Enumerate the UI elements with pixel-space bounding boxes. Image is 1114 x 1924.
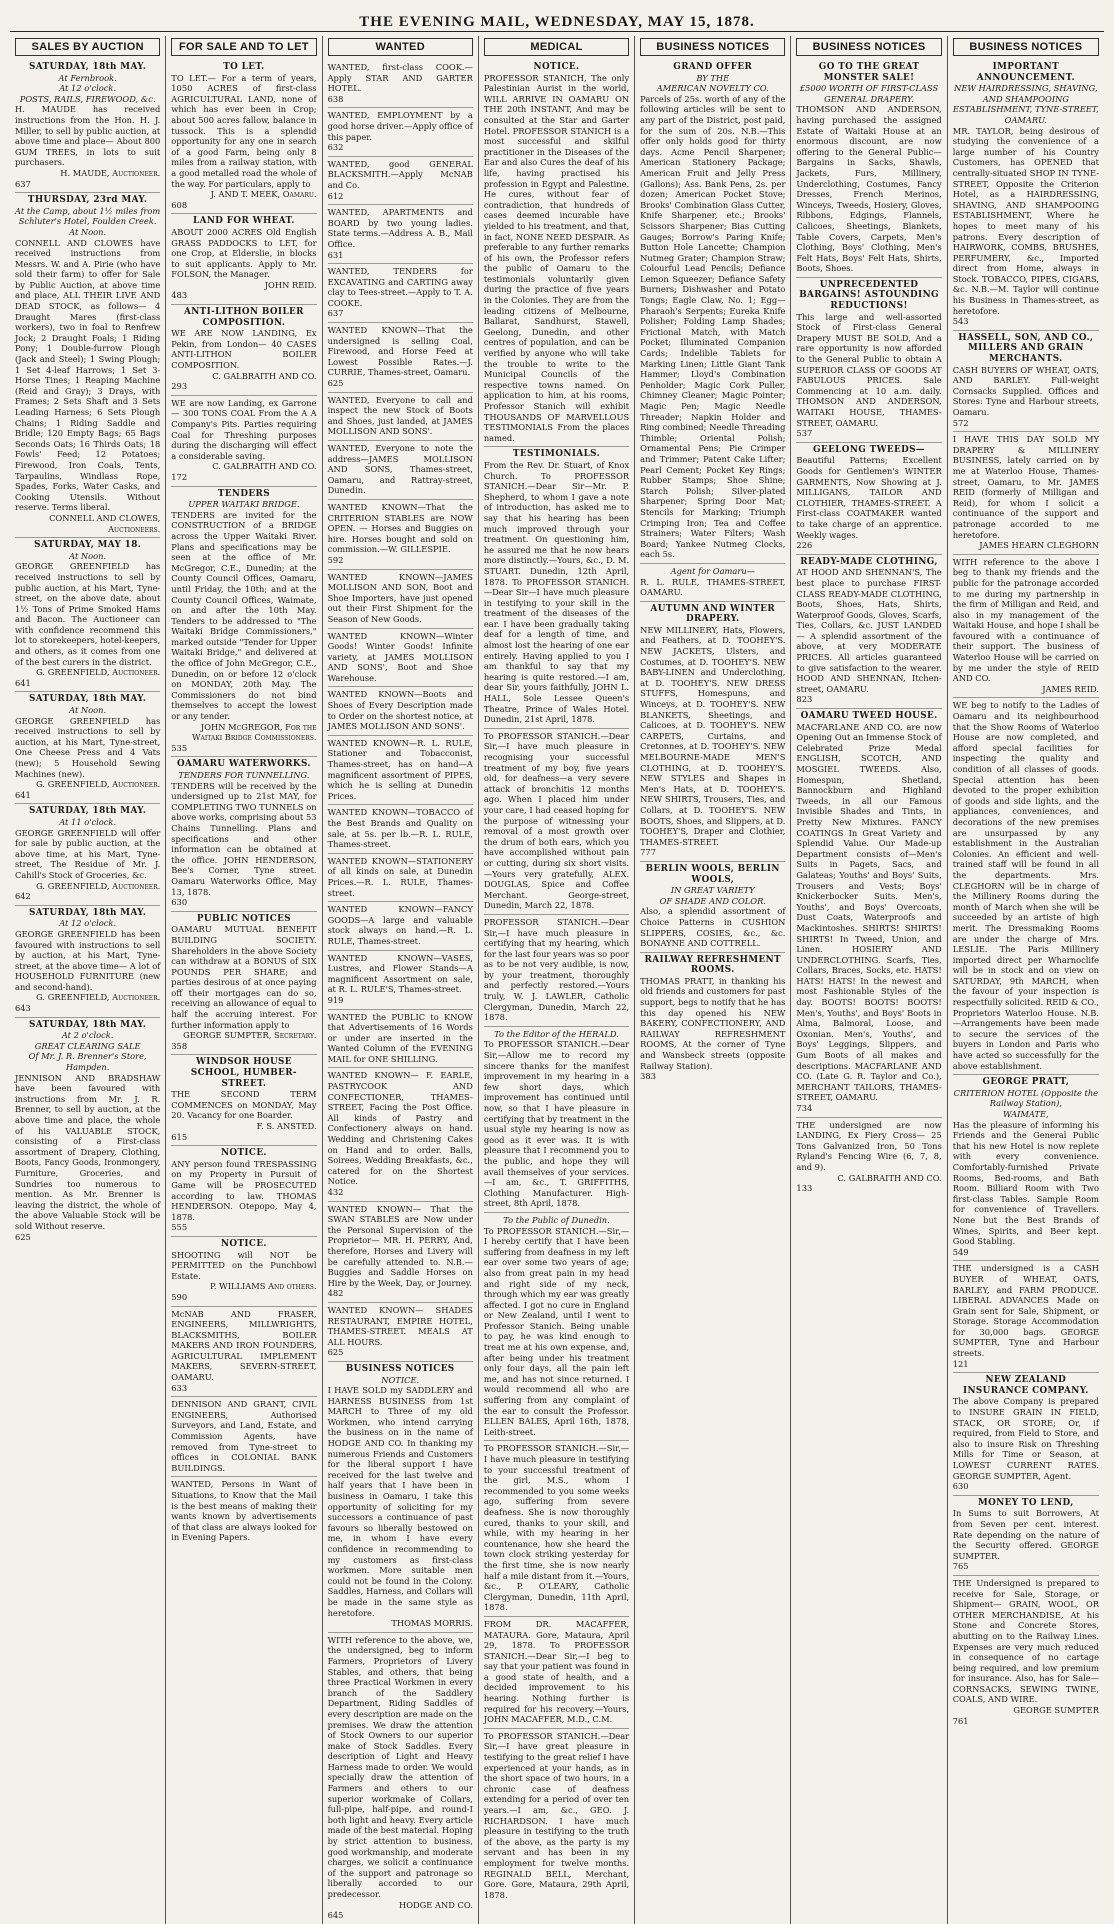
ad-number: 641	[15, 789, 31, 800]
advertisement	[171, 396, 316, 487]
ad-heading: GEORGE PRATT,	[982, 1077, 1070, 1088]
ad-subline: At 2 o'clock.	[61, 1030, 114, 1041]
masthead	[10, 8, 1104, 32]
ad-number: 483	[171, 290, 188, 301]
ad-body: WANTED KNOWN—That the CRITERION STABLES are NOW OPEN. — Horses and Buggies on hire. Horses bought and sold on commission.—W. GILLESPIE.	[327, 501, 473, 555]
ad-body: Also, a splendid assortment of Choice Patterns in CUSHION SLIPPERS, COSIES, &c., &c. BONAYNE AND COTTRELL.	[640, 906, 786, 949]
ad-number: 615	[171, 1131, 188, 1142]
ad-subline: At 11 o'clock.	[59, 816, 117, 827]
column-6	[791, 36, 947, 1924]
column-7	[948, 36, 1104, 1924]
ad-body: To PROFESSOR STANICH.—Dear Sir,—I have much pleasure in recognising your successful treatment of my boy, five years old, for deafness—a very severe attack of bronchitis 12 months ago. When I placed him under your care, I had ceased hoping for the purpose of witnessing your removal of a most growth over the drum of both ears, which you have accomplished without pain or cutting, during six short visits.—Yours very gratefully, ALEX. DOUGLAS, Spice and Coffee Merchant. George-street, Dunedin, March 22, 1878.	[483, 730, 630, 911]
ad-body: WANTED, Everyone to note the address—JAMES MOLLISON AND SONS, Thames-street, Oamaru, and Rattray-street, Dunedin.	[327, 443, 473, 496]
advertisement	[328, 205, 473, 264]
advertisement	[171, 214, 316, 305]
ad-heading: LAND FOR WHEAT.	[193, 216, 295, 227]
advertisement	[484, 1213, 629, 1441]
ad-body: WANTED KNOWN—Winter Goods! Winter Goods! Infinite variety, at JAMES MOLLISON AND SONS', Boot and Shoe Warehouse.	[327, 630, 473, 683]
ad-subline: CRITERION HOTEL (Opposite the Railway Station),	[953, 1087, 1099, 1109]
ad-body: Has the pleasure of informing his Friends and the General Public that his new Hotel is now replete with every convenience. Comfortably-furnished Private Rooms, Bed-rooms, and Bath Room. Billiard Room with Two first-class Tables. Sample Room for convenience of Travellers. None but the Best Brands of Wines, Spirits, and Beer kept. Good Stabling.	[952, 1119, 1099, 1247]
advertisement	[953, 1075, 1099, 1261]
ad-number: 761	[952, 1715, 969, 1726]
advertisement	[328, 854, 473, 902]
ad-subline: BY THE	[696, 72, 730, 83]
ad-body: I HAVE THIS DAY SOLD MY DRAPERY & MILLINERY BUSINESS, lately carried on by me at Waterloo House, Thames-street, Oamaru, to Mr. JAMES REID (formerly of Milligan and Reid), for whom I solicit a continuance of the support and patronage accorded to me heretofore.	[952, 434, 1099, 540]
ad-subline: OF SHADE AND COLOR.	[659, 895, 766, 906]
advertisement	[328, 264, 473, 323]
ad-number: 637	[15, 178, 31, 189]
ad-number: 919	[327, 994, 344, 1005]
ad-subline: To the Editor of the HERALD.	[494, 1028, 619, 1039]
advertisement	[640, 953, 785, 1085]
ad-body: WANTED, APARTMENTS and BOARD by two young ladies. State terms.—Address A. B., Mail Office.	[327, 207, 473, 249]
advertisement	[953, 555, 1099, 699]
ad-body: WANTED KNOWN— F. EARLE, PASTRYCOOK AND CONFECTIONER, THAMES-STREET, Facing the Post Office. All kinds of Pastry and Confectionery always on hand. Wedding and Christening Cakes on Hand and to order. Balls, Soirees, Wedding Breakfasts, &c., catered for on the Shortest Notice.	[327, 1070, 473, 1187]
ad-body: PROFESSOR STANICH, The only Palestinian Aurist in the world, WILL ARRIVE IN OAMARU ON THE 20th INSTANT, And may be consulted at the Star and Garter Hotel. PROFESSOR STANICH is a most successful and skilful practitioner in the Diseases of the Ear and also Cures the deaf of his life, having practised his profession in Egypt and Palestine. He cures, without fear of contradiction, that hundreds of cases deemed incurable have yielded to his treatment, and that, in fact, NONE NEED DESPAIR. As preferable to any further remarks of his own, the Professor refers the public of Oamaru to the testimonials voluntarily given during the practice of five years in the Colonies. They are from the leading citizens of Melbourne, Ballarat, Sandhurst, Stawell, Geelong, Dunedin, and other centres of population, and can be verified by anyone who will take the trouble to write to the Municipal Councils of the respective towns named. On application to him, at his rooms, Professor Stanich will exhibit THOUSANDS OF MARVELLOUS TESTIMONIALS From the places named.	[483, 72, 630, 443]
ad-signature: JAMES REID.	[1042, 683, 1099, 694]
ad-heading: WINDSOR HOUSE SCHOOL, HUMBER-STREET.	[190, 1057, 297, 1089]
ad-number: 555	[171, 1222, 188, 1233]
ad-heading: ANTI-LITHON BOILER COMPOSITION.	[183, 307, 304, 328]
advertisement	[328, 60, 473, 108]
ad-body: To PROFESSOR STANICH.—Sir,—I have much pleasure in testifying to your successful treatment of the girl, M.S., whom I recommended to you some weeks ago, suffering from severe deafness. She is now thoroughly cured, thanks to your skill, and while, with my hearing in her countenance, how she heard the town clock striking yesterday for the first time, she is now nearly half a mile distant from it.—Yours, &c., P. O'LEARY, Catholic Clergyman, Dunedin, 11th April, 1878.	[483, 1443, 630, 1613]
advertisement	[484, 447, 629, 728]
ad-body: H. MAUDE has received instructions from the Hon. H. J. Miller, to sell by public auction, at above time and place— About 800 GUM TREES, in lots to suit purchasers.	[15, 104, 161, 168]
ad-signature: GEORGE SUMPTER	[1013, 1705, 1099, 1716]
ad-subline: POSTS, RAILS, FIREWOOD, &c.	[19, 93, 156, 104]
advertisement	[171, 1237, 316, 1307]
ad-subline: NEW HAIRDRESSING, SHAVING, AND SHAMPOOING ESTABLISHMENT, TYNE-STREET, OAMARU.	[952, 83, 1099, 125]
ad-body: THE SECOND TERM COMMENCES on MONDAY, May 20. Vacancy for one Boarder.	[171, 1089, 317, 1121]
ad-body: AT HOOD AND SHENNAN'S, The best place to purchase FIRST-CLASS READY-MADE CLOTHING, Boots, Shoes, Hats, Shirts, Waterproof Goods, Gloves, Scarfs, Ties, Collars, &c. JUST LANDED— A splendid assortment of the above, at very MODERATE PRICES. All articles guaranteed to give satisfaction to the wearer. HOOD AND SHENNAN, Itchen-street, OAMARU.	[796, 567, 942, 694]
advertisement	[953, 432, 1099, 555]
ad-body: GEORGE GREENFIELD has received instructions to sell by auction, at his Mart, Tyne-street, One Cheese Press and 4 Vats (new); 5 Household Sewing Machines (new).	[15, 715, 161, 779]
ad-number: 637	[327, 308, 344, 319]
advertisement	[328, 323, 473, 393]
advertisement	[953, 60, 1099, 331]
ad-subline: At Noon.	[69, 705, 107, 716]
advertisement	[484, 915, 629, 1027]
ad-body: WANTED KNOWN—That the undersigned is selling Coal, Firewood, and Horse Feed at Lowest Possible Rates.—J. CURRIE, Thames-street, Oamaru.	[327, 325, 473, 378]
ad-number: 121	[952, 1358, 969, 1369]
ad-subline: UPPER WAITAKI BRIDGE.	[188, 499, 300, 510]
ad-heading: NOTICE.	[533, 62, 580, 72]
advertisement	[484, 1729, 629, 1904]
newspaper-page	[10, 8, 1104, 1921]
ad-number: 592	[327, 554, 344, 565]
ad-number: 172	[171, 471, 188, 482]
advertisement	[171, 60, 316, 214]
ad-heading: NEW ZEALAND INSURANCE COMPANY.	[962, 1375, 1089, 1396]
advertisement	[484, 1617, 629, 1729]
ad-body: WE ARE NOW LANDING, Ex Pekin, from London— 40 CASES ANTI-LITHON BOILER COMPOSITION.	[171, 328, 317, 371]
advertisement	[328, 687, 473, 735]
ad-signature: THOMAS MORRIS.	[391, 1618, 473, 1629]
ad-body: WANTED KNOWN—STATIONERY of all kinds on sale, at Dunedin Prices.—R. L. RULE, Thames-street.	[327, 855, 473, 898]
advertisement	[15, 1018, 160, 1245]
ad-body: WANTED, TENDERS for EXCAVATING and CARTING away clay to Tees-street.—Apply to T. A. COOKE.	[327, 266, 473, 308]
advertisement	[328, 1633, 473, 1924]
ad-number: 572	[952, 417, 969, 428]
ad-body: JENNISON AND BRADSHAW have been favoured with instructions from Mr. J. R. Brenner, to sell by auction, at the above time and place, the whole of his VALUABLE STOCK, consisting of a First-class assortment of Drapery, Clothing, Boots, Fancy Goods, Ironmongery, Furniture, Groceries, and Sundries too numerous to mention. As Mr. Brenner is leaving the district, the whole of the above Valuable Stock will be sold Without reserve.	[15, 1072, 161, 1231]
ad-body: TENDERS will be received by the undersigned up to 21st MAY, for COMPLETING TWO TUNNELS on above works, comprising about 53 Chains Tunnelling. Plans and specifications and other information can be obtained at the office. JOHN HENDERSON, Bee's Corner, Tyne street. Oamaru Waterworks Office, May 13, 1878.	[171, 780, 317, 897]
ad-body: From the Rev. Dr. Stuart, of Knox Church. To PROFESSOR STANICH.—Dear Sir—Mr. P. Shepherd, to whom I gave a note of introduction, has asked me to say that his hearing has been much improved through your treatment. On questioning him, he assured me that he now hears more distinctly.—Yours, &c., D. M. STUART. Dunedin, 12th April, 1878. To PROFESSOR STANICH.—Dear Sir—I have much pleasure in testifying to your skill in the treatment of the diseases of the ear. I have been gradually taking deaf for a length of time, and almost lost the hearing of one ear entirely. Having applied to you I am thankful to say that my hearing is quite restored.—I am, dear Sir, yours faithfully, JOHN L. HALL, Sole Lessee Queen's Theatre, Prince of Wales Hotel. Dunedin, 21st April, 1878.	[483, 459, 630, 725]
advertisement	[640, 60, 785, 564]
ad-subline: At Noon.	[69, 226, 107, 237]
ad-body: WANTED the PUBLIC to KNOW that Advertisements of 16 Words or under are inserted in the Wanted Column of the EVENING MAIL for ONE SHILLING.	[327, 1011, 473, 1064]
ad-number: 543	[952, 316, 969, 327]
ad-subline: At the Camp, about 1½ miles from Schluter's Hotel, Foulden Creek.	[15, 205, 161, 227]
ad-number: 482	[327, 1288, 344, 1299]
ad-heading: TENDERS	[217, 488, 270, 499]
ad-body: THOMSON AND ANDERSON, having purchased the assigned Estate of Waitaki House at an enormous discount, are now offering to the General Public— Bargains in Sacks, Shawls, Jackets, Furs, Millinery, Underclothing, Costumes, Fancy Dresses, French Merinos, Winceys, Tweeds, Hosiery, Gloves, Ribbons, Edgings, Flannels, Calicoes, Sheetings, Blankets, Table Covers, Carpets, Men's Clothing, Boys' Clothing, Men's Felt Hats, Boys' Felt Hats, Shirts, Boots, Shoes.	[796, 104, 942, 274]
ad-subline: WAIMATE,	[1003, 1109, 1049, 1119]
ad-heading: MONEY TO LEND,	[978, 1497, 1074, 1508]
ad-signature: G. GREENFIELD, Auctioneer.	[36, 992, 161, 1003]
ad-body: WANTED, EMPLOYMENT by a good horse driver.—Apply office of this paper.	[327, 110, 473, 142]
ad-heading: SATURDAY, 18th MAY.	[29, 62, 147, 72]
ad-number: 293	[171, 381, 188, 392]
advertisement	[328, 1068, 473, 1201]
ad-number: 625	[15, 1231, 31, 1242]
ad-body: DENNISON AND GRANT, CIVIL ENGINEERS, Authorised Surveyors, and Land, Estate, and Commission Agents, have removed from Tyne-street to offices in COLONIAL BANK BUILDINGS.	[171, 1399, 317, 1473]
ad-body: R. L. RULE, THAMES-STREET, OAMARU.	[640, 576, 786, 598]
advertisement	[328, 500, 473, 570]
ad-body: WANTED, good GENERAL BLACKSMITH.—Apply McNAB and Co.	[327, 158, 473, 190]
column-3	[323, 36, 479, 1924]
ad-number: 383	[640, 1071, 656, 1082]
masthead-title: THE EVENING MAIL, WEDNESDAY, MAY 15, 1878.	[359, 14, 755, 30]
ad-body: WANTED KNOWN—R. L. RULE, Stationer and Tobacconist, Thames-street, has on hand—A magnificent assortment of PIPES, which he is selling at Dunedin Prices.	[327, 737, 473, 801]
advertisement	[953, 698, 1099, 1075]
ad-signature: JAMES HEARN CLEGHORN	[979, 540, 1099, 551]
ad-heading: BERLIN WOOLS, BERLIN WOOLS,	[645, 863, 780, 885]
ad-body: To PROFESSOR STANICH.—Dear Sir,—Allow me to record my sincere thanks for the manifest improvement in my hearing in a few short days, which improvement has continued until now, so that I have pleasure in certifying that by treatment in the usual style my hearing is now as good as it ever was. It is with pleasure that I recommend you to the public, and hope they will avail themselves of your services.—I am, &c., T. GRIFFITHS, Clothing Manufacturer. High-street, 8th April, 1878.	[483, 1039, 630, 1209]
ad-number: 641	[15, 677, 31, 688]
ad-body: WANTED, first-class COOK.—Apply STAR AND GARTER HOTEL.	[327, 62, 473, 94]
column-2	[166, 36, 322, 1924]
ad-body: SHOOTING will NOT be PERMITTED on the Punchbowl Estate.	[171, 1249, 317, 1281]
advertisement	[171, 1055, 316, 1146]
ad-subline: AMERICAN NOVELTY CO.	[656, 83, 769, 94]
ad-body: The above Company is prepared to INSURE GRAIN IN FIELD, STACK, OR STORE; Or, if required, from Field to Store, and also to insure Risk on Threshing Mills for Time or Season, at LOWEST CURRENT RATES. GEORGE SUMPTER, Agent.	[952, 1396, 1099, 1481]
advertisement	[796, 278, 941, 443]
column-heading: BUSINESS NOTICES	[796, 38, 941, 56]
advertisement	[953, 1261, 1099, 1373]
ad-body: CASH BUYERS OF WHEAT, OATS, AND BARLEY. Full-weight Cornsacks Supplied. Offices and Stores: Tyne and Harbour streets, Oamaru.	[952, 364, 1099, 417]
ad-number: 537	[796, 428, 813, 439]
ad-heading: TO LET.	[223, 62, 265, 72]
ad-subline: At 12 o'clock.	[59, 83, 117, 94]
ad-signature: CONNELL AND CLOWES, Auctioneers.	[49, 512, 161, 534]
advertisement	[328, 441, 473, 500]
advertisement	[640, 602, 785, 862]
ad-signature: P. WILLIAMS And others.	[209, 1281, 317, 1292]
ad-body: ABOUT 2000 ACRES Old English GRASS PADDOCKS to LET, for one Crop, at Elderslie, in blocks to suit applicants. Apply to Mr. FOLSON, the Manager.	[171, 226, 317, 280]
ad-body: ANY person found TRESPASSING on my Property in Pursuit of Game will be PROSECUTED according to law. THOMAS HENDERSON. Otepopo, May 4, 1878.	[171, 1158, 317, 1222]
ad-number: 625	[327, 1347, 344, 1358]
ad-number: 133	[796, 1183, 813, 1194]
advertisement	[640, 862, 785, 953]
ad-number: 777	[640, 847, 656, 858]
ad-body: To PROFESSOR STANICH.—Dear Sir,—I have great pleasure in testifying to the great relief I have experienced at your hands, as in the short space of two hours, in a chronic case of deafness extending for a period of over ten years.—I am, &c., GEO. J. RICHARDSON. I have much pleasure in testifying to the truth of the above, as the party is my servant and has been in my employment for twelve months. REGINALD BELL, Merchant, Gore. Gore, Mataura, 29th April, 1878.	[483, 1730, 630, 1900]
ad-body: PROFESSOR STANICH.—Dear Sir,—I have much pleasure in certifying that my hearing, which for the last four years was so poor as to be not very audible, is now, by your treatment, thoroughly and perfectly restored.—Yours truly, W. J. LAWLER, Catholic Clergyman, Dunedin, March 22, 1878.	[483, 916, 630, 1023]
ad-body: CONNELL AND CLOWES have received instructions from Messrs. W. and A. Pirie (who have sold their farm) to offer for Sale by Public Auction, at above time and place, ALL THEIR LIVE AND DEAD STOCK, as follows— 4 Draught Mares (first-class workers), two in foal to Renfrew Jock; 2 Draught Foals; 1 Riding Pony; 1 Double-furrow Plough (Jack and Steel); 1 Swing Plough; 1 Set 4-leaf Harrows; 1 Set 3-Horse Tines; 1 Reaping Machine (Reid and Gray); 3 Drays, with Frames; 2 Sets Shaft and 3 Sets Leading Harness; 6 Sets Plough Chains; 1 Riding Saddle and Bridle; 120 Empty Bags; 65 Bags Seconds Oats; 16 Thirds Oats; 18 Fowls' Feed; 12 Potatoes; Firewood, Iron Coals, Tents, Tarpaulins, Windlass Rope, Spades, Forks, Water Casks, and Cooking Utensils. Without reserve. Terms liberal.	[15, 237, 161, 513]
ad-body: In Sums to suit Borrowers, At from Seven per cent. interest. Rate depending on the nature of the Security offered. GEORGE SUMPTER.	[952, 1508, 1099, 1561]
advertisement	[171, 757, 316, 911]
advertisement	[328, 805, 473, 853]
advertisement	[796, 443, 941, 555]
ad-number: 734	[796, 1103, 813, 1113]
ad-body: WANTED KNOWN—Boots and Shoes of Every Description made to Order on the shortest notice, at JAMES MOLLISON AND SONS'.	[327, 689, 473, 732]
ad-signature: JOHN McGREGOR, For the Waitaki Bridge Commissioners.	[192, 721, 317, 743]
advertisement	[796, 709, 941, 1118]
ad-body: GEORGE GREENFIELD will offer for sale by public auction, at the above time, at his Mart, Tyne-street, The Residue of Mr. J. Cahill's Stock of Groceries, &c.	[15, 827, 161, 880]
ad-number: 612	[327, 190, 344, 201]
ad-body: MR. TAYLOR, being desirous of studying the convenience of a large number of his Country Customers, has OPENED that centrally-situated SHOP IN TYNE-STREET, Opposite the Criterion Hotel, as a HAIRDRESSING, SHAVING, AND SHAMPOOING ESTABLISHMENT, Where he hopes to meet many of his patrons. Every description of HAIRWORK, COMBS, BRUSHES, PERFUMERY, &c., Imported direct from Home, always in Stock. TOBACCO, PIPES, CIGARS, &c. N.B.—M. Taylor will continue his Business in Thames-street, as heretofore.	[952, 125, 1099, 316]
advertisement	[171, 1397, 316, 1477]
advertisement	[328, 902, 473, 950]
ad-heading: READY-MADE CLOTHING,	[800, 556, 938, 567]
column-heading: SALES BY AUCTION	[15, 38, 160, 56]
ad-body: MACFARLANE AND CO. are now Opening Out an Immense Stock of Celebrated Prize Medal ENGLISH, SCOTCH, AND MOSGIEL TWEEDS. Also, Homespun, Shetland, Bannockburn and Highland Tweeds, in all our Famous Invisible Shades and Tints, in Pretty New Mixtures. FANCY COATINGS In Great Variety and Splendid Value. Our Made-up Department consists of—Men's Suits in Pagets, Sacs, and Galateas; Youths' and Boys' Suits, Trousers and Vests; Boys' Knickerbocker Suits. Men's, Youths', and Boys' Overcoats, Dust Coats, Waterproofs and Mackintoshes. SHIRTS! SHIRTS! SHIRTS! In Tweed, Union, and Linen. HOSIERY AND UNDERCLOTHING. Scarfs, Ties, Collars, Braces, Socks, etc. HATS! HATS! HATS! In the newest and most Fashionable Styles of the day. BOOTS! BOOTS! BOOTS! Men's, Youths', and Boys' Boots in Alma, Balmoral, Loose, and Oxonian. Men's, Youths', and Boys' Leggings, Slippers, and Gum Boots of all makes and descriptions. MACFARLANE AND CO. (Late G. R. Taylor and Co.), MERCHANT TAILORS, THAMES-STREET, OAMARU.	[796, 721, 942, 1103]
ad-heading: SATURDAY, 18th MAY.	[29, 806, 147, 817]
ad-body: I HAVE SOLD my SADDLERY and HARNESS BUSINESS from 1st MARCH to Three of my old Workmen, who intend carrying the business on in the name of HODGE AND CO. In thanking my numerous Friends and Customers for the liberal support I have received for the last twelve and half years that I have been in business in Oamaru, I take this opportunity of soliciting for my successors a continuance of past favours so liberally bestowed on me, in whom I have every confidence in recommending to my customers as first-class workmen. More suitable men could not be found in the Colony. Saddles, Harness, and Collars will be made in the same style as heretofore.	[327, 1385, 473, 1618]
ad-signature: G. GREENFIELD, Auctioneer.	[36, 667, 161, 678]
ad-body: WANTED KNOWN—FANCY GOODS—A large and valuable stock always on hand.—R. L. RULE, Thames-street.	[327, 904, 473, 946]
ad-subline: At Noon.	[69, 550, 107, 561]
ad-number: 645	[327, 1910, 344, 1921]
ad-heading: UNPRECEDENTED BARGAINS! ASTOUNDING REDUCTIONS!	[799, 279, 939, 312]
ad-signature: H. MAUDE, Auctioneer.	[60, 167, 161, 178]
advertisement	[15, 804, 160, 905]
advertisement	[953, 1496, 1099, 1576]
ad-body: WITH reference to the above, we, the undersigned, beg to inform Farmers, Proprietors of Livery Stables, and others, that being three Practical Workmen in every branch of the Saddlery Department, Riding Saddles of every description are made on the premises. We draw the attention of Stock Owners to our superior make of Stock Saddles. Every description of Light and Heavy Harness made to order. We would specially draw the attention of Farmers and others to our superior workmake of Collars, full-pipe, half-pipe, and round-I both light and heavy. Every article made of the best material. Hoping by strict attention to business, good workmanship, and moderate charges, we solicit a continuance of the support and patronage so liberally accorded to our predecessor.	[327, 1634, 473, 1899]
ad-heading: GO TO THE GREAT MONSTER SALE!	[818, 62, 920, 83]
advertisement	[328, 1010, 473, 1069]
ad-body: THOMAS PRATT, in thanking his old friends and customers for past support, begs to notify that he has this day opened his NEW BAKERY, CONFECTIONERY, AND RAILWAY REFRESHMENT ROOMS, At the corner of Tyne and Wansbeck streets (opposite Railway Station).	[640, 975, 786, 1071]
column-heading: FOR SALE AND TO LET	[171, 38, 316, 56]
ad-number: 638	[327, 93, 344, 104]
advertisement	[484, 1027, 629, 1213]
ad-signature: C. GALBRAITH AND CO.	[212, 461, 317, 472]
column-heading: WANTED	[328, 38, 473, 56]
ad-body: WITH reference to the above I beg to thank my friends and the public for the patronage accorded to me during my partnership in the firm of Milligan and Reid, and also in my management of the Waitaki House, and hope I shall be favoured with a continuance of their support. The business of Waterloo House will be carried on by me under the style of REID AND CO.	[952, 556, 1099, 684]
ad-body: GEORGE GREENFIELD has received instructions to sell by public auction, at his Mart, Tyne-street, on the above date, about 1½ Tons of Prime Smoked Hams and Bacon. The Auctioneer can with confidence recommend this lot to storekeepers, hotel-keepers, and others, as it comes from one of the best curers in the district.	[15, 561, 161, 667]
ad-body: Beautiful Patterns; Excellent Goods for Gentlemen's WINTER GARMENTS, Now Showing at J. MILLIGANS, TAILOR AND CLOTHIER, THAMES-STREET. A First-class COATMAKER wanted to take charge of an apprentice. Weekly wages.	[796, 455, 942, 540]
ad-signature: JOHN REID.	[264, 279, 317, 290]
ad-number: 630	[171, 897, 188, 908]
ad-number: 823	[796, 694, 813, 705]
advertisement	[15, 538, 160, 692]
ad-signature: HODGE AND CO.	[398, 1899, 473, 1910]
ad-number: 226	[796, 540, 813, 551]
ad-body: WANTED KNOWN— That the SWAN STABLES are Now under the Personal Supervision of the Proprietor— MR. H. PERRY, And, therefore, Horses and Livery will be carefully attended to. N.B.—Buggies and Saddle Horses on Hire by the Week, Day, or Journey.	[327, 1203, 473, 1288]
ad-body: OAMARU MUTUAL BENEFIT BUILDING SOCIETY. Shareholders in the above Society can withdraw at a BONUS of SIX POUNDS PER SHARE; and parties desirous of at once paying off their mortgages can do so, receiving an allowance of equal to half the accruing interest. For further information apply to	[171, 924, 317, 1030]
ad-body: McNAB AND FRASER, ENGINEERS, MILLWRIGHTS, BLACKSMITHS, BOILER MAKERS AND IRON FOUNDERS, AGRICULTURAL IMPLEMENT MAKERS, SEVERN-STREET, OAMARU.	[171, 1308, 317, 1383]
ad-number: 625	[327, 378, 344, 389]
ad-signature: C. GALBRAITH AND CO.	[212, 370, 317, 381]
advertisement	[328, 1202, 473, 1303]
advertisement	[796, 1118, 941, 1197]
ad-body: WANTED, Everyone to call and inspect the new Stock of Boots and Shoes, just landed, at JAMES MOLLISON AND SONS'.	[327, 394, 473, 437]
ad-subline: NOTICE.	[381, 1374, 420, 1385]
advertisement	[328, 108, 473, 156]
ad-number: 642	[15, 891, 31, 902]
ad-subline: £5000 WORTH OF FIRST-CLASS GENERAL DRAPERY.	[799, 83, 939, 104]
advertisement	[171, 1307, 316, 1398]
ad-subline: GREAT CLEARING SALE	[34, 1040, 141, 1051]
ad-number: 358	[171, 1040, 188, 1051]
advertisement	[328, 157, 473, 205]
ad-heading: SATURDAY, 18th MAY.	[29, 1019, 147, 1030]
ad-heading: OAMARU WATERWORKS.	[176, 759, 311, 770]
ad-heading: PUBLIC NOTICES	[196, 913, 291, 924]
column-5	[635, 36, 791, 1924]
ad-signature: F. S. ANSTED.	[256, 1121, 317, 1131]
ad-subline: Of Mr. J. R. Brenner's Store, Hampden.	[28, 1051, 147, 1073]
ad-heading: SATURDAY, MAY 18.	[34, 540, 142, 551]
ad-number: 631	[327, 249, 344, 260]
ad-heading: IMPORTANT ANNOUNCEMENT.	[976, 62, 1075, 83]
ad-number: 535	[171, 742, 188, 753]
columns-grid	[10, 36, 1104, 1921]
ad-heading: NOTICE.	[220, 1238, 267, 1249]
ad-heading: THURSDAY, 23rd MAY.	[27, 195, 148, 206]
advertisement	[15, 906, 160, 1018]
ad-body: WE are now Landing, ex Garrone— 300 TONS COAL From the A A Company's Pits. Parties requiring Coal for Threshing purposes during the discharging will effect a considerable saving.	[171, 397, 317, 461]
ad-heading: SATURDAY, 18th MAY.	[29, 907, 147, 918]
ad-number: 643	[15, 1003, 31, 1014]
advertisement	[328, 736, 473, 806]
ad-heading: GEELONG TWEEDS—	[813, 444, 926, 455]
ad-body: WANTED KNOWN— SHADES RESTAURANT, EMPIRE HOTEL, THAMES-STREET. MEALS AT ALL HOURS.	[327, 1304, 473, 1347]
ad-body: WANTED KNOWN—VASES, Lustres, and Flower Stands—A magnificent Assortment on sale, at R. L. RULE'S, Thames-street.	[327, 952, 473, 995]
ad-number: 432	[327, 1187, 344, 1197]
ad-body: WANTED, Persons in Want of Situations, to Know that the Mail is the best means of making their wants known by advertisements of that class are always looked for in Evening Papers.	[171, 1479, 317, 1543]
ad-heading: AUTUMN AND WINTER DRAPERY.	[650, 603, 776, 625]
column-heading: BUSINESS NOTICES	[640, 38, 785, 56]
advertisement	[484, 729, 629, 915]
advertisement	[328, 570, 473, 629]
advertisement	[15, 60, 160, 193]
ad-subline: At 12 o'clock.	[59, 918, 117, 929]
ad-body: WE beg to notify to the Ladies of Oamaru and its neighbourhood that the Show Rooms of Waterloo House are now completed, and afford special facilities for inspecting the quality and condition of all classes of goods. Special attention has been devoted to the proper exhibition of goods and side lights, and the appliances, conveniences, and decorations of the new premises are unsurpassed by any establishment in the Australian Colonies. An efficient and well-trained staff will be found in all the departments. Mrs. CLEGHORN will be in charge of the Millinery Rooms during the month of March when she will be succeeded by an artiste of high merit. The Dressmaking Rooms are under the charge of Mrs. LESLIE. The Paris Millinery imported direct per Wharnoclife will be in stock and on view on SATURDAY, 9th MARCH, when the favour of your inspection is respectfully solicited. REID & CO., Proprietors Waterloo House. N.B.—Arrangements have been made to secure the services of the buyers in London and Paris who have acted so successfully for the above establishment.	[952, 700, 1099, 1071]
ad-heading: HASSELL, SON, AND CO., MILLERS AND GRAIN MERCHANTS.	[958, 332, 1094, 365]
ad-body: THE Undersigned is prepared to receive for Sale, Storage, or Shipment— GRAIN, WOOL, OR OTHER MERCHANDISE, At his Stone and Concrete Stores, abutting on to the Railway Lines. Expenses are very much reduced in consequence of no cartage being required, and low premium for insurance. Also, has for Sale— CORNSACKS, SEWING TWINE, COALS, AND WIRE.	[952, 1577, 1099, 1705]
ad-body: THE undersigned is a CASH BUYER of WHEAT, OATS, BARLEY, and FARM PRODUCE. LIBERAL ADVANCES Made on Grain sent for Sale, Shipment, or Storage. Storage Accommodation for 30,000 bags. GEORGE SUMPTER, Tyne and Harbour streets.	[952, 1263, 1099, 1359]
advertisement	[640, 564, 785, 602]
ad-body: This large and well-assorted Stock of First-class General Drapery MUST BE SOLD, And a rare opportunity is now afforded to the General Public to obtain A SUPERIOR CLASS OF GOODS AT FABULOUS PRICES. Sale Commencing at 10 a.m. daily. THOMSON AND ANDERSON, WAITAKI HOUSE, THAMES-STREET, OAMARU.	[796, 311, 942, 428]
column-heading: BUSINESS NOTICES	[953, 38, 1099, 56]
ad-heading: OAMARU TWEED HOUSE.	[800, 711, 938, 722]
ad-signature: G. GREENFIELD, Auctioneer.	[36, 880, 161, 891]
ad-body: TO LET.— For a term of years, 1050 ACRES of first-class AGRICULTURAL LAND, none of which has ever been in Crop; about 500 acres fallow, balance in tussock. This is a splendid opportunity for any one in search of a good Farm, being only 8 miles from a railway station, with a good metalled road the whole of the way. For particulars, apply to	[171, 72, 317, 189]
ad-body: GEORGE GREENFIELD has been favoured with instructions to sell by auction, at his Mart, Tyne-street, at the above time— A lot of HOUSEHOLD FURNITURE (new and second-hand).	[15, 928, 161, 992]
advertisement	[328, 1303, 473, 1362]
ad-body: Parcels of 25s. worth of any of the following articles will be sent to any part of the District, post paid, for the sum of 20s. N.B.—This offer only holds good for thirty days. Acme Pencil Sharpener; American Stationery Package; American Fruit and Jelly Press (Gallons); Ass. Bank Pens, 2s. per dozen; American Pocket Stove; Brooks' Combination Glass Cutter, Knife Sharpener, etc.; Brooks' Scissors Sharpener; Bias Cutting Gauges; Borrow's Paring Knife; Button Hole Lancette; Champion Nutmeg Grater; Champion Straw; Colourful Lead Pencils; Defiance Lemon Squeezer; Defiance Safety Burners; Dishwasher and Potato Tongs; Eagle Claw, No. 1; Egg—Pharaoh's Serpents; Eureka Knife Polisher; Folding Lamp Shades; Frictional Match, with Match Pocket; Illuminated Companion Cards; Indelible Tablets for Marking Linen; Little Giant Tank Hammer; Lloyd's Combination Penholder; Magic Cork Puller, Chimney Cleaner; Magic Pointer; Magic Pen; Magic Needle Threader; Napkin Holder and Ring combined; Needle Threading Thimble; Oriental Polish; Ornamental Pens; Pie Crimper and Trimmer; Patent Cake Lifter; Pearl Cement; Pocket Key Rings; Rubber Stamps; Shoe Shine; Starch Polish; Silver-plated Sharpener; Spring Door Mat; Stencils for Marking; Triumph Crimping Iron; Tea and Coffee Strainers; Water Filters; Wash Board; Yankee Nutmeg Clocks, each 5s.	[640, 93, 786, 560]
ad-number: 590	[171, 1291, 188, 1302]
ad-number: 632	[327, 142, 344, 153]
ad-number: 765	[952, 1561, 969, 1572]
ad-body: TENDERS are invited for the CONSTRUCTION of a BRIDGE across the Upper Waitaki River. Plans and specifications may be seen at the office of Mr. McGregor, C.E., Dunedin; at the County Council Offices, Oamaru, until Friday, the 10th; and at the County Council Offices, Waimate, on and after the 10th May. Tenders to be addressed to "The Waitaki Bridge Commissioners," marked outside "Tender for Upper Waitaki Bridge," and delivered at the office of John McGregor, C.E., Dunedin, on or before 12 o'clock on MONDAY, 20th May. The Commissioners do not bind themselves to accept the lowest or any tender.	[171, 509, 317, 722]
advertisement	[328, 393, 473, 441]
ad-body: WANTED KNOWN—TOBACCO of the Best Brands and Quality on sale, at 5s. per lb.—R. L. RULE, Thames-street.	[327, 807, 473, 850]
column-1	[10, 36, 166, 1924]
ad-subline: To the Public of Dunedin.	[503, 1214, 610, 1225]
ad-body: To PROFESSOR STANICH.—Sir,—I hereby certify that I have been suffering from deafness in my left ear over some two years of age; also from great pain in my head and right side of my neck, through which my ear was greatly affected. I got no cure in England or New Zealand, until I went to Professor Stanich. Being unable to pay, he was kind enough to treat me at his own expense, and, after being under his treatment only four days, all the pain left me, and has not since returned. I would recommend all who are suffering from any complaint of the ear to consult the Professor. ELLEN BALES, April 16th, 1878, Leith-street.	[483, 1225, 630, 1437]
ad-signature: J. AND T. MEEK, Oamaru.	[210, 189, 317, 200]
ad-subline: IN GREAT VARIETY	[670, 885, 755, 896]
advertisement	[328, 1362, 473, 1633]
column-4	[479, 36, 635, 1924]
ad-body: WANTED KNOWN—JAMES MOLLISON AND SON, Boot and Shoe Importers, have just opened out their First Shipment for the Season of New Goods.	[327, 571, 473, 624]
ad-number: 633	[171, 1382, 188, 1393]
column-heading: MEDICAL	[484, 38, 629, 56]
ad-heading: TESTIMONIALS.	[512, 449, 601, 460]
advertisement	[953, 1576, 1099, 1729]
advertisement	[171, 1146, 316, 1237]
advertisement	[484, 60, 629, 447]
ad-signature: GEORGE SUMPTER, Secretary.	[183, 1030, 317, 1041]
ad-number: 608	[171, 199, 188, 210]
advertisement	[15, 692, 160, 804]
advertisement	[171, 305, 316, 396]
advertisement	[15, 193, 160, 538]
advertisement	[328, 951, 473, 1010]
ad-heading: GRAND OFFER	[673, 62, 753, 72]
advertisement	[171, 1477, 316, 1546]
advertisement	[171, 487, 316, 758]
ad-number: 549	[952, 1246, 969, 1257]
ad-signature: C. GALBRAITH AND CO.	[837, 1172, 942, 1183]
ad-heading: SATURDAY, 18th MAY.	[29, 694, 147, 705]
ad-heading: RAILWAY REFRESHMENT ROOMS.	[644, 954, 782, 976]
advertisement	[953, 1373, 1099, 1496]
ad-subline: Agent for Oamaru—	[670, 565, 755, 576]
advertisement	[328, 629, 473, 688]
ad-body: NEW MILLINERY, Hats, Flowers, and Feathers, at D. TOOHEY'S. NEW JACKETS, Ulsters, and Costumes, at D. TOOHEY'S. NEW BABY-LINEN and Underclothing, at D. TOOHEY'S. NEW DRESS STUFFS, Homespuns, and Winceys, at D. TOOHEY'S. NEW BLANKETS, Sheetings, and Calicoes, at D. TOOHEY'S. NEW CARPETS, Curtains, and Cretonnes, at D. TOOHEY'S. NEW MELBOURNE-MADE MEN'S CLOTHING, at D. TOOHEY'S. NEW STYLES and Shapes in Men's Hats, at D. TOOHEY'S. NEW SHIRTS, Trousers, Ties, and Collars, at D. TOOHEY'S. NEW BOOTS, Shoes, and Slippers, at D. TOOHEY'S, Draper and Clothier, THAMES-STREET.	[640, 624, 786, 847]
ad-body: FROM DR. MACAFFER, MATAURA. Gore, Mataura, April 29, 1878. To PROFESSOR STANICH.—Dear Sir,—I beg to say that your patient was found in a good state of health, and a decided improvement to his hearing. Nothing further is required for his recovery.—Yours, JOHN MACAFFER, M.D., C.M.	[483, 1618, 630, 1725]
advertisement	[171, 912, 316, 1056]
advertisement	[484, 1441, 629, 1617]
ad-subline: TENDERS FOR TUNNELLING.	[178, 770, 310, 780]
ad-number: 630	[952, 1481, 969, 1492]
ad-heading: NOTICE.	[220, 1148, 267, 1159]
ad-body: THE undersigned are now LANDING, Ex Fiery Cross— 25 Tons Galvanized Iron, 50 Tons Ryland's Fencing Wire (6, 7, 8, and 9).	[796, 1119, 942, 1172]
ad-signature: G. GREENFIELD, Auctioneer.	[36, 779, 161, 790]
advertisement	[796, 60, 941, 278]
advertisement	[953, 331, 1099, 432]
advertisement	[796, 555, 941, 709]
ad-heading: BUSINESS NOTICES	[345, 1363, 455, 1374]
ad-subline: At Fernbrook.	[58, 72, 117, 83]
